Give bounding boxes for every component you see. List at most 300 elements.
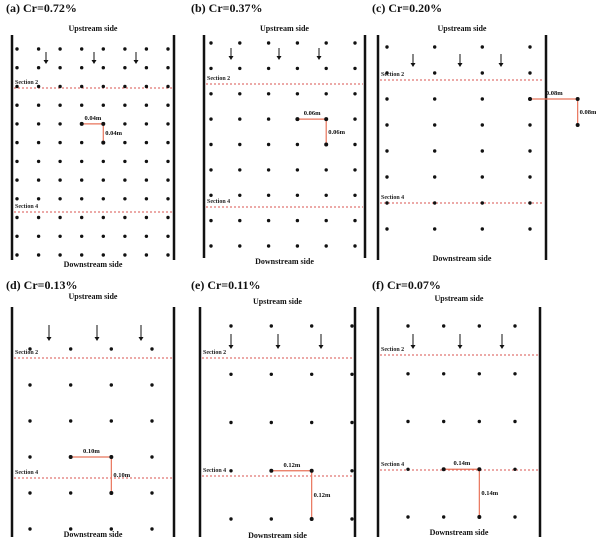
flow-arrow-head xyxy=(458,345,463,349)
vegetation-dot xyxy=(145,197,148,200)
vegetation-dot xyxy=(209,143,212,146)
vegetation-dot xyxy=(209,117,212,120)
vegetation-dot xyxy=(310,373,313,376)
downstream-label: Downstream side xyxy=(429,528,489,537)
vegetation-dot xyxy=(145,160,148,163)
vegetation-dot xyxy=(123,85,126,88)
flow-arrow-head xyxy=(134,60,139,64)
vegetation-dot xyxy=(325,41,328,44)
vegetation-dot xyxy=(385,227,388,230)
panel-title: (d) Cr=0.13% xyxy=(6,278,78,292)
flow-arrow-head xyxy=(500,345,505,349)
upstream-label: Upstream side xyxy=(260,24,309,33)
spacing-dot-start xyxy=(528,97,532,101)
vegetation-dot xyxy=(37,235,40,238)
vegetation-dot xyxy=(325,67,328,70)
panel-title: (c) Cr=0.20% xyxy=(372,1,443,15)
vegetation-dot xyxy=(58,178,61,181)
vegetation-dot xyxy=(123,122,126,125)
vegetation-dot xyxy=(58,160,61,163)
panel-title: (a) Cr=0.72% xyxy=(6,1,77,15)
panel-title: (f) Cr=0.07% xyxy=(372,278,441,292)
vegetation-dot xyxy=(37,253,40,256)
vegetation-dot xyxy=(166,47,169,50)
vegetation-dot xyxy=(267,41,270,44)
vegetation-dot xyxy=(166,178,169,181)
vegetation-dot xyxy=(80,178,83,181)
spacing-dot-corner xyxy=(109,455,113,459)
vegetation-dot xyxy=(15,178,18,181)
flume-plan-view xyxy=(2,279,182,541)
vegetation-dot xyxy=(513,372,516,375)
vegetation-dot xyxy=(102,66,105,69)
vegetation-dot xyxy=(478,372,481,375)
vegetation-dot xyxy=(478,324,481,327)
vegetation-dot xyxy=(442,515,445,518)
vegetation-dot xyxy=(481,175,484,178)
vegetation-dot xyxy=(110,383,113,386)
spacing-dot-start xyxy=(295,117,299,121)
vegetation-dot xyxy=(229,421,232,424)
vegetation-dot xyxy=(325,168,328,171)
vegetation-dot xyxy=(123,253,126,256)
flow-arrow-head xyxy=(229,56,234,60)
vegetation-dot xyxy=(296,219,299,222)
vegetation-dot xyxy=(150,491,153,494)
horizontal-spacing-label: 0.14m xyxy=(453,460,471,468)
vegetation-dot xyxy=(150,419,153,422)
vegetation-dot xyxy=(350,517,353,520)
vegetation-dot xyxy=(385,149,388,152)
vegetation-dot xyxy=(229,517,232,520)
vegetation-dot xyxy=(238,67,241,70)
vegetation-dot xyxy=(69,383,72,386)
vegetation-dot xyxy=(37,197,40,200)
section-2-label: Section 2 xyxy=(15,80,39,86)
vegetation-dot xyxy=(442,372,445,375)
vegetation-dot xyxy=(433,71,436,74)
vertical-spacing-label: 0.08m xyxy=(579,109,596,116)
panel-d xyxy=(2,279,182,541)
upstream-label: Upstream side xyxy=(253,297,302,306)
vegetation-dot xyxy=(229,324,232,327)
spacing-dot-start xyxy=(269,469,273,473)
vegetation-dot xyxy=(442,324,445,327)
vegetation-dot xyxy=(238,41,241,44)
vegetation-dot xyxy=(166,141,169,144)
vegetation-dot xyxy=(353,41,356,44)
vegetation-dot xyxy=(267,117,270,120)
vegetation-dot xyxy=(110,419,113,422)
vertical-spacing-label: 0.10m xyxy=(113,472,131,479)
vegetation-dot xyxy=(481,201,484,204)
spacing-dot-end xyxy=(324,143,328,147)
vegetation-dot xyxy=(69,419,72,422)
vegetation-dot xyxy=(528,123,531,126)
vegetation-dot xyxy=(123,66,126,69)
horizontal-spacing-label: 0.08m xyxy=(545,90,563,97)
panel-title: (e) Cr=0.11% xyxy=(191,278,261,292)
vegetation-dot xyxy=(15,160,18,163)
vegetation-dot xyxy=(145,235,148,238)
vegetation-dot xyxy=(433,123,436,126)
vegetation-dot xyxy=(481,123,484,126)
vegetation-dot xyxy=(296,168,299,171)
vegetation-dot xyxy=(58,141,61,144)
upstream-label: Upstream side xyxy=(68,24,118,33)
vegetation-dot xyxy=(528,149,531,152)
flume-plan-view xyxy=(368,2,548,264)
vegetation-dot xyxy=(209,92,212,95)
vegetation-dot xyxy=(528,45,531,48)
vegetation-dot xyxy=(102,253,105,256)
vegetation-dot xyxy=(209,67,212,70)
spacing-dot-corner xyxy=(576,97,580,101)
upstream-label: Upstream side xyxy=(434,294,484,303)
section-2-label: Section 2 xyxy=(381,347,405,353)
vegetation-dot xyxy=(123,178,126,181)
section-4-label: Section 4 xyxy=(381,195,405,201)
downstream-label: Downstream side xyxy=(63,260,123,269)
vegetation-dot xyxy=(69,347,72,350)
vegetation-dot xyxy=(325,219,328,222)
panel-f xyxy=(368,279,548,541)
vegetation-dot xyxy=(37,47,40,50)
vegetation-dot xyxy=(296,143,299,146)
vegetation-dot xyxy=(166,85,169,88)
vegetation-dot xyxy=(102,197,105,200)
vegetation-dot xyxy=(353,92,356,95)
horizontal-spacing-label: 0.12m xyxy=(283,461,301,469)
vegetation-dot xyxy=(350,324,353,327)
vegetation-dot xyxy=(433,97,436,100)
vegetation-dot xyxy=(513,324,516,327)
vegetation-dot xyxy=(58,47,61,50)
vegetation-dot xyxy=(28,383,31,386)
vegetation-dot xyxy=(350,421,353,424)
section-2-label: Section 2 xyxy=(207,76,231,82)
vegetation-dot xyxy=(270,373,273,376)
vegetation-dot xyxy=(123,47,126,50)
vegetation-dot xyxy=(58,85,61,88)
vegetation-dot xyxy=(296,92,299,95)
vegetation-dot xyxy=(238,143,241,146)
vegetation-dot xyxy=(296,41,299,44)
vegetation-dot xyxy=(353,117,356,120)
vegetation-dot xyxy=(270,324,273,327)
vegetation-dot xyxy=(385,201,388,204)
vegetation-dot xyxy=(238,117,241,120)
vegetation-dot xyxy=(528,175,531,178)
vegetation-dot xyxy=(102,85,105,88)
vegetation-dot xyxy=(229,373,232,376)
vertical-spacing-label: 0.12m xyxy=(313,491,331,499)
section-4-label: Section 4 xyxy=(207,199,231,205)
vegetation-dot xyxy=(145,178,148,181)
vegetation-dot xyxy=(80,160,83,163)
vegetation-dot xyxy=(209,244,212,247)
flow-arrow-head xyxy=(499,63,504,67)
vegetation-dot xyxy=(270,421,273,424)
vegetation-dot xyxy=(481,45,484,48)
vegetation-dot xyxy=(123,104,126,107)
vegetation-dot xyxy=(433,201,436,204)
flow-arrow-head xyxy=(276,345,281,349)
flow-arrow-head xyxy=(458,63,463,67)
vegetation-dot xyxy=(15,141,18,144)
vegetation-dot xyxy=(267,67,270,70)
vegetation-dot xyxy=(481,97,484,100)
section-4-label: Section 4 xyxy=(203,468,227,474)
vegetation-dot xyxy=(267,219,270,222)
vegetation-dot xyxy=(58,197,61,200)
vegetation-dot xyxy=(123,197,126,200)
vegetation-dot xyxy=(513,468,516,471)
spacing-dot-start xyxy=(80,122,84,126)
vegetation-dot xyxy=(267,143,270,146)
vegetation-dot xyxy=(296,244,299,247)
vegetation-dot xyxy=(58,122,61,125)
vegetation-dot xyxy=(150,527,153,530)
vegetation-dot xyxy=(296,194,299,197)
vegetation-dot xyxy=(102,47,105,50)
spacing-dot-start xyxy=(442,467,446,471)
panel-title: (b) Cr=0.37% xyxy=(191,1,263,15)
vegetation-dot xyxy=(166,253,169,256)
vegetation-dot xyxy=(209,219,212,222)
vegetation-dot xyxy=(80,197,83,200)
vegetation-dot xyxy=(15,122,18,125)
vertical-spacing-label: 0.04m xyxy=(105,130,123,138)
panel-e xyxy=(187,279,365,541)
vegetation-dot xyxy=(166,235,169,238)
vegetation-dot xyxy=(406,515,409,518)
spacing-dot-end xyxy=(477,515,481,519)
vegetation-dot xyxy=(353,168,356,171)
vegetation-dot xyxy=(267,194,270,197)
section-2-label: Section 2 xyxy=(203,350,227,356)
vegetation-dot xyxy=(166,216,169,219)
vegetation-dot xyxy=(69,491,72,494)
vegetation-dot xyxy=(406,372,409,375)
vegetation-dot xyxy=(238,194,241,197)
horizontal-spacing-label: 0.04m xyxy=(84,114,102,122)
flume-plan-view xyxy=(187,279,365,541)
flow-arrow-head xyxy=(47,337,52,341)
vegetation-dot xyxy=(15,104,18,107)
vegetation-dot xyxy=(433,45,436,48)
vegetation-dot xyxy=(145,47,148,50)
vegetation-dot xyxy=(28,419,31,422)
vegetation-dot xyxy=(145,216,148,219)
spacing-dot-end xyxy=(109,491,113,495)
vegetation-dot xyxy=(406,420,409,423)
vegetation-dot xyxy=(80,253,83,256)
vegetation-dot xyxy=(145,104,148,107)
flow-arrow-head xyxy=(139,337,144,341)
vegetation-dot xyxy=(15,197,18,200)
vegetation-dot xyxy=(102,178,105,181)
flume-plan-view xyxy=(368,279,548,541)
vegetation-dot xyxy=(80,104,83,107)
vegetation-dot xyxy=(513,515,516,518)
downstream-label: Downstream side xyxy=(63,530,123,539)
vegetation-dot xyxy=(166,104,169,107)
vegetation-dot xyxy=(238,168,241,171)
panel-a xyxy=(2,1,182,269)
vegetation-dot xyxy=(325,194,328,197)
flow-arrow-head xyxy=(229,345,234,349)
vegetation-dot xyxy=(310,324,313,327)
spacing-dot-corner xyxy=(477,467,481,471)
vegetation-dot xyxy=(15,253,18,256)
spacing-dot-corner xyxy=(310,469,314,473)
spacing-dot-end xyxy=(310,517,314,521)
vegetation-dot xyxy=(406,468,409,471)
vegetation-dot xyxy=(37,216,40,219)
vegetation-dot xyxy=(166,122,169,125)
vegetation-dot xyxy=(310,421,313,424)
vegetation-dot xyxy=(478,420,481,423)
vertical-spacing-label: 0.06m xyxy=(328,128,345,136)
downstream-label: Downstream side xyxy=(248,531,307,540)
spacing-dot-corner xyxy=(101,122,105,126)
upstream-label: Upstream side xyxy=(437,24,487,33)
vegetation-dot xyxy=(37,66,40,69)
vegetation-dot xyxy=(270,517,273,520)
vegetation-dot xyxy=(123,160,126,163)
horizontal-spacing-label: 0.10m xyxy=(83,448,100,455)
vegetation-dot xyxy=(150,347,153,350)
vegetation-dot xyxy=(385,175,388,178)
vegetation-dot xyxy=(209,168,212,171)
vegetation-dot xyxy=(528,71,531,74)
vegetation-dot xyxy=(102,235,105,238)
spacing-dot-start xyxy=(69,455,73,459)
vegetation-dot xyxy=(433,227,436,230)
vegetation-dot xyxy=(150,383,153,386)
vegetation-dot xyxy=(325,244,328,247)
flow-arrow-head xyxy=(411,63,416,67)
flow-arrow-head xyxy=(317,56,322,60)
vegetation-dot xyxy=(325,92,328,95)
vegetation-dot xyxy=(385,45,388,48)
vegetation-dot xyxy=(353,219,356,222)
vegetation-dot xyxy=(150,455,153,458)
spacing-dot-end xyxy=(576,123,580,127)
vegetation-dot xyxy=(145,122,148,125)
vegetation-dot xyxy=(238,219,241,222)
vertical-spacing-label: 0.14m xyxy=(481,490,499,498)
vegetation-dot xyxy=(481,71,484,74)
vegetation-dot xyxy=(58,253,61,256)
vegetation-dot xyxy=(267,92,270,95)
spacing-dot-corner xyxy=(324,117,328,121)
flow-arrow-head xyxy=(92,60,97,64)
vegetation-dot xyxy=(28,455,31,458)
vegetation-dot xyxy=(28,527,31,530)
vegetation-dot xyxy=(353,67,356,70)
flow-arrow-head xyxy=(44,60,49,64)
vegetation-dot xyxy=(102,104,105,107)
vegetation-dot xyxy=(385,123,388,126)
vegetation-dot xyxy=(80,66,83,69)
vegetation-dot xyxy=(15,47,18,50)
vegetation-dot xyxy=(37,104,40,107)
vegetation-dot xyxy=(353,143,356,146)
vegetation-dot xyxy=(37,141,40,144)
vegetation-dot xyxy=(209,194,212,197)
section-4-label: Section 4 xyxy=(15,470,39,476)
flow-arrow-head xyxy=(277,56,282,60)
vegetation-dot xyxy=(110,347,113,350)
vegetation-dot xyxy=(481,149,484,152)
vegetation-dot xyxy=(15,235,18,238)
vegetation-dot xyxy=(209,41,212,44)
vegetation-dot xyxy=(229,469,232,472)
vegetation-dot xyxy=(28,491,31,494)
vegetation-dot xyxy=(37,122,40,125)
vegetation-dot xyxy=(80,216,83,219)
downstream-label: Downstream side xyxy=(432,254,492,263)
vegetation-dot xyxy=(80,47,83,50)
vegetation-dot xyxy=(80,235,83,238)
vegetation-dot xyxy=(385,97,388,100)
vegetation-dot xyxy=(296,67,299,70)
flow-arrow-head xyxy=(411,345,416,349)
vegetation-dot xyxy=(433,149,436,152)
flume-plan-view xyxy=(2,2,182,264)
vegetation-dot xyxy=(442,420,445,423)
vegetation-dot xyxy=(267,244,270,247)
vegetation-dot xyxy=(528,201,531,204)
panel-c xyxy=(368,1,596,264)
vegetation-dot xyxy=(80,141,83,144)
vegetation-dot xyxy=(123,141,126,144)
vegetation-dot xyxy=(145,66,148,69)
vegetation-dot xyxy=(58,104,61,107)
upstream-label: Upstream side xyxy=(68,292,118,301)
section-4-label: Section 4 xyxy=(15,204,39,210)
section-2-label: Section 2 xyxy=(381,72,405,78)
vegetation-dot xyxy=(37,160,40,163)
panel-b xyxy=(187,2,365,264)
vegetation-dot xyxy=(123,235,126,238)
vegetation-dot xyxy=(353,194,356,197)
spacing-dot-end xyxy=(101,141,105,145)
vegetation-dot xyxy=(102,160,105,163)
vegetation-dot xyxy=(513,420,516,423)
vegetation-dot xyxy=(123,216,126,219)
vegetation-dot xyxy=(238,244,241,247)
vegetation-dot xyxy=(58,66,61,69)
vegetation-dot xyxy=(481,227,484,230)
flow-arrow-head xyxy=(95,337,100,341)
vegetation-dot xyxy=(166,66,169,69)
vegetation-dot xyxy=(145,253,148,256)
vegetation-dot xyxy=(350,373,353,376)
section-4-label: Section 4 xyxy=(381,462,405,468)
vegetation-dot xyxy=(350,469,353,472)
downstream-label: Downstream side xyxy=(255,257,314,266)
vegetation-dot xyxy=(528,227,531,230)
vegetation-dot xyxy=(58,235,61,238)
vegetation-dot xyxy=(238,92,241,95)
vegetation-dot xyxy=(80,85,83,88)
vegetation-dot xyxy=(433,175,436,178)
flow-arrow-head xyxy=(319,345,324,349)
vegetation-dot xyxy=(267,168,270,171)
